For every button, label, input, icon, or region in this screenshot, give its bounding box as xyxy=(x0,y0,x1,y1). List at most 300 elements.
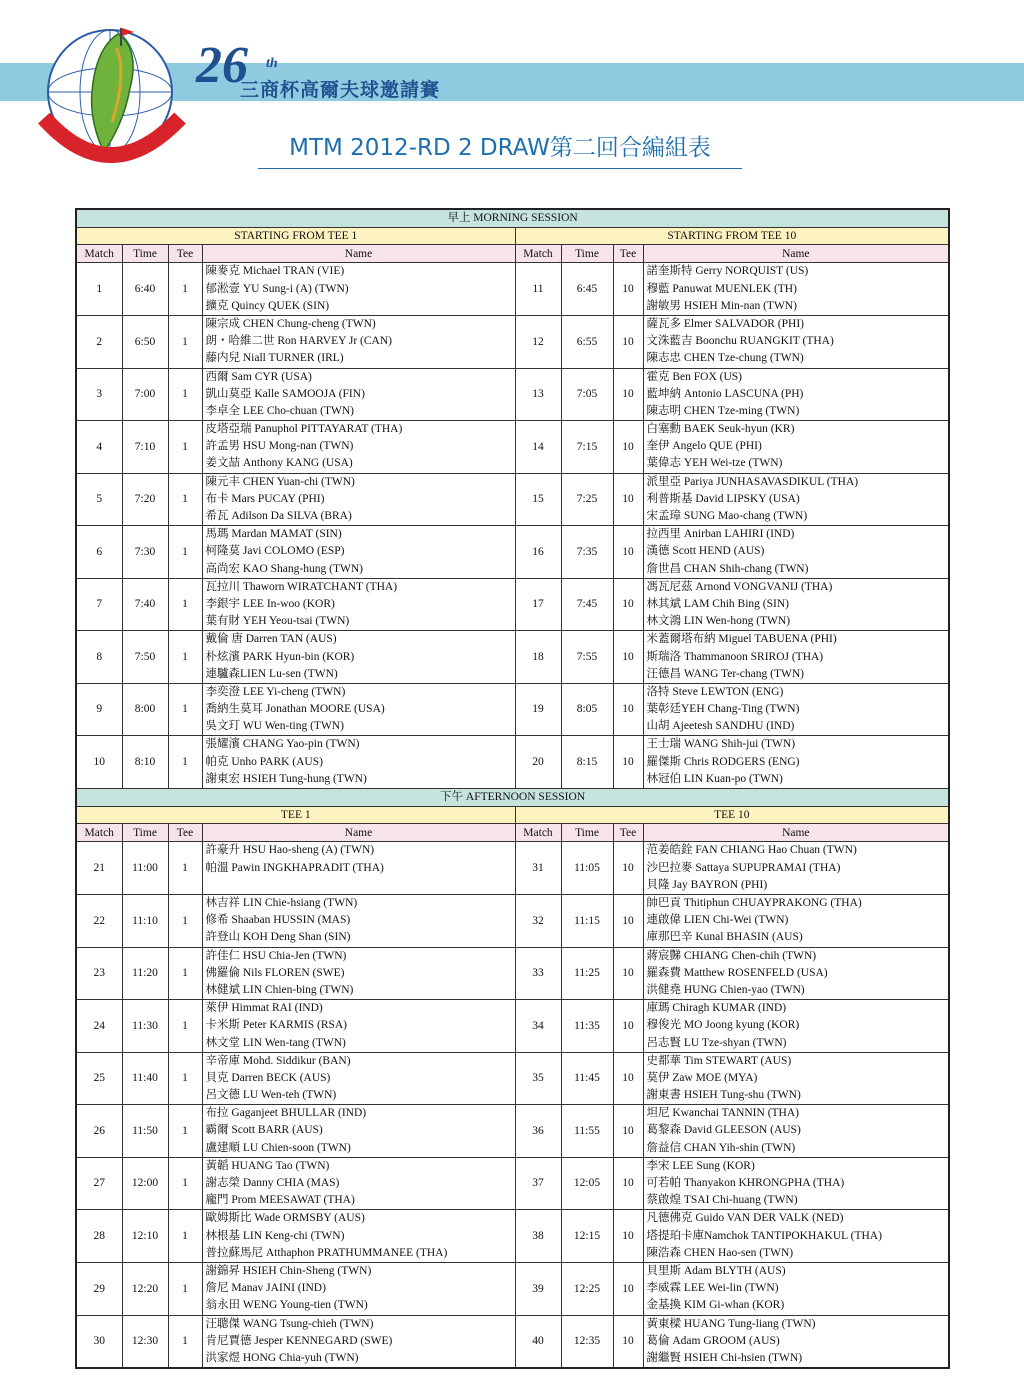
player-name: 藍坤納 Antonio LASCUNA (PH) xyxy=(646,387,804,400)
match-number: 12 xyxy=(515,315,561,368)
player-name: 李威霖 LEE Wei-lin (TWN) xyxy=(646,1282,779,1295)
match-number: 27 xyxy=(76,1157,122,1210)
match-number: 7 xyxy=(76,578,122,631)
player-name: 林吉祥 LIN Chie-hsiang (TWN) xyxy=(205,897,358,909)
tee-time: 12:30 xyxy=(122,1315,168,1368)
player-names xyxy=(643,1315,949,1368)
player-names xyxy=(643,473,949,526)
tee-number: 1 xyxy=(168,368,202,421)
player-names xyxy=(202,315,515,368)
player-names xyxy=(643,578,949,631)
player-name: 布卡 Mars PUCAY (PHI) xyxy=(205,492,325,505)
player-name: 黃東樑 HUANG Tung-liang (TWN) xyxy=(646,1317,816,1330)
column-header: Tee xyxy=(168,245,202,263)
player-name: 謝東書 HSIEH Tung-shu (TWN) xyxy=(646,1089,801,1102)
match-number: 5 xyxy=(76,473,122,526)
tee-number: 10 xyxy=(613,1000,643,1053)
player-names xyxy=(202,526,515,579)
player-names xyxy=(643,368,949,421)
player-name: 盧建順 LU Chien-soon (TWN) xyxy=(205,1141,351,1154)
event-name: 三商杯高爾夫球邀請賽 xyxy=(240,79,441,101)
match-number: 1 xyxy=(76,263,122,316)
match-number: 36 xyxy=(515,1105,561,1158)
player-name: 藤内兒 Niall TURNER (IRL) xyxy=(205,352,344,365)
player-name: 庫那巴辛 Kunal BHASIN (AUS) xyxy=(646,931,803,944)
match-number: 39 xyxy=(515,1262,561,1315)
draw-table xyxy=(75,208,950,1369)
tee-number: 10 xyxy=(613,1262,643,1315)
player-name: 羅傑斯 Chris RODGERS (ENG) xyxy=(646,755,800,768)
player-name: 詹尼 Manav JAINI (IND) xyxy=(205,1282,326,1295)
tee-number: 1 xyxy=(168,1052,202,1105)
match-number: 37 xyxy=(515,1157,561,1210)
match-number: 40 xyxy=(515,1315,561,1368)
match-number: 31 xyxy=(515,842,561,895)
player-names xyxy=(202,421,515,474)
player-name: 文洙藍吉 Boonchu RUANGKIT (THA) xyxy=(646,335,834,348)
player-name: 陳志忠 CHEN Tze-chung (TWN) xyxy=(646,352,804,365)
session-row xyxy=(76,209,949,228)
tee-number: 10 xyxy=(613,736,643,789)
player-names xyxy=(643,842,949,895)
player-name: 馬瑪 Mardan MAMAT (SIN) xyxy=(205,528,342,541)
player-name: 翁永田 WENG Young-tien (TWN) xyxy=(205,1299,368,1312)
player-names xyxy=(202,263,515,316)
match-number: 19 xyxy=(515,683,561,736)
table-row xyxy=(76,1105,949,1158)
table-row xyxy=(76,631,949,684)
tee-time: 8:10 xyxy=(122,736,168,789)
match-number: 10 xyxy=(76,736,122,789)
tee-number: 10 xyxy=(613,1315,643,1368)
player-names xyxy=(202,1315,515,1368)
start-row xyxy=(76,807,949,824)
column-header: Name xyxy=(202,245,515,263)
player-names xyxy=(643,736,949,789)
player-name: 薩瓦多 Elmer SALVADOR (PHI) xyxy=(646,317,804,330)
player-name: 白塞勳 BAEK Seuk-hyun (KR) xyxy=(646,423,795,436)
tee-time: 11:20 xyxy=(122,947,168,1000)
table-row xyxy=(76,421,949,474)
table-row xyxy=(76,895,949,948)
player-name: 林文鴻 LIN Wen-hong (TWN) xyxy=(646,615,791,628)
tee-number: 1 xyxy=(168,736,202,789)
tee-time: 12:25 xyxy=(561,1262,613,1315)
player-name: 貝里斯 Adam BLYTH (AUS) xyxy=(646,1264,786,1277)
player-name: 卡米斯 Peter KARMIS (RSA) xyxy=(205,1019,348,1032)
table-row xyxy=(76,315,949,368)
player-name: 西爾 Sam CYR (USA) xyxy=(205,370,312,383)
start-label-right: TEE 10 xyxy=(515,807,949,824)
table-row xyxy=(76,1052,949,1105)
tee-time: 11:35 xyxy=(561,1000,613,1053)
player-name: 凱山莫亞 Kalle SAMOOJA (FIN) xyxy=(205,387,365,400)
column-header: Tee xyxy=(613,245,643,263)
column-header: Tee xyxy=(168,824,202,842)
table-row xyxy=(76,736,949,789)
match-number: 14 xyxy=(515,421,561,474)
player-name: 謝志榮 Danny CHIA (MAS) xyxy=(205,1177,340,1189)
tee-time: 11:45 xyxy=(561,1052,613,1105)
tee-number: 10 xyxy=(613,368,643,421)
session-label: 下午 AFTERNOON SESSION xyxy=(76,789,949,807)
player-name: 葉有財 YEH Yeou-tsai (TWN) xyxy=(205,615,350,628)
table-row xyxy=(76,368,949,421)
column-header: Match xyxy=(515,245,561,263)
player-name: 羅森費 Matthew ROSENFELD (USA) xyxy=(646,966,828,979)
player-name: 瓦拉川 Thaworn WIRATCHANT (THA) xyxy=(205,580,398,593)
tee-time: 7:40 xyxy=(122,578,168,631)
column-header-row xyxy=(76,245,949,263)
player-name: 史都華 Tim STEWART (AUS) xyxy=(646,1054,792,1067)
tee-number: 1 xyxy=(168,1105,202,1158)
player-name: 利普斯基 David LIPSKY (USA) xyxy=(646,492,800,505)
column-header: Tee xyxy=(613,824,643,842)
player-name: 詹世昌 CHAN Shih-chang (TWN) xyxy=(646,562,809,575)
tee-time: 7:30 xyxy=(122,526,168,579)
column-header: Time xyxy=(561,245,613,263)
player-name: 莫伊 Zaw MOE (MYA) xyxy=(646,1071,758,1084)
player-name: 陳元丰 CHEN Yuan-chi (TWN) xyxy=(205,475,355,488)
tee-number: 1 xyxy=(168,1315,202,1368)
player-name: 布拉 Gaganjeet BHULLAR (IND) xyxy=(205,1107,367,1120)
match-number: 22 xyxy=(76,895,122,948)
player-name: 謝繼賢 HSIEH Chi-hsien (TWN) xyxy=(646,1351,803,1364)
player-name: 林健斌 LIN Chien-bing (TWN) xyxy=(205,983,354,996)
player-name: 陳志明 CHEN Tze-ming (TWN) xyxy=(646,404,800,417)
table-row xyxy=(76,1262,949,1315)
match-number: 23 xyxy=(76,947,122,1000)
player-names xyxy=(643,1105,949,1158)
player-name: 斯瑞洛 Thammanoon SRIROJ (THA) xyxy=(646,650,824,663)
match-number: 33 xyxy=(515,947,561,1000)
tee-number: 1 xyxy=(168,947,202,1000)
tee-time: 12:15 xyxy=(561,1210,613,1263)
table-row xyxy=(76,1315,949,1368)
tee-time: 11:50 xyxy=(122,1105,168,1158)
tee-number: 10 xyxy=(613,1210,643,1263)
tee-number: 1 xyxy=(168,1157,202,1210)
player-name: 修希 Shaaban HUSSIN (MAS) xyxy=(205,914,351,927)
player-names xyxy=(643,631,949,684)
tee-time: 7:10 xyxy=(122,421,168,474)
player-name: 派里亞 Pariya JUNHASAVASDIKUL (THA) xyxy=(646,475,859,488)
player-name: 呂文德 LU Wen-teh (TWN) xyxy=(205,1089,337,1102)
tee-number: 1 xyxy=(168,842,202,895)
player-name: 洪健堯 HUNG Chien-yao (TWN) xyxy=(646,983,805,996)
player-name: 王士瑞 WANG Shih-jui (TWN) xyxy=(646,738,796,751)
player-name: 蔣宸豑 CHIANG Chen-chih (TWN) xyxy=(646,949,817,962)
start-label-left: STARTING FROM TEE 1 xyxy=(76,228,515,245)
player-names xyxy=(643,1262,949,1315)
tee-number: 1 xyxy=(168,1000,202,1053)
player-names xyxy=(643,683,949,736)
player-name: 普拉蘇馬尼 Atthaphon PRATHUMMANEE (THA) xyxy=(205,1246,448,1259)
player-name: 許孟男 HSU Mong-nan (TWN) xyxy=(205,440,354,453)
player-name: 李奕澄 LEE Yi-cheng (TWN) xyxy=(205,685,346,698)
tee-time: 12:35 xyxy=(561,1315,613,1368)
tee-number: 1 xyxy=(168,315,202,368)
tee-number: 10 xyxy=(613,1052,643,1105)
tee-time: 11:25 xyxy=(561,947,613,1000)
match-number: 38 xyxy=(515,1210,561,1263)
tee-number: 1 xyxy=(168,578,202,631)
table-row xyxy=(76,1210,949,1263)
player-name: 帥巴貢 Thitiphun CHUAYPRAKONG (THA) xyxy=(646,897,862,909)
column-header: Time xyxy=(122,245,168,263)
match-number: 21 xyxy=(76,842,122,895)
player-names xyxy=(643,1000,949,1053)
tee-number: 10 xyxy=(613,947,643,1000)
player-name: 郁淞壹 YU Sung-i (A) (TWN) xyxy=(205,282,349,295)
title-underline xyxy=(258,168,742,169)
table-row xyxy=(76,263,949,316)
table-row xyxy=(76,842,949,895)
player-name: 謝錦昇 HSIEH Chin-Sheng (TWN) xyxy=(205,1264,372,1277)
match-number: 17 xyxy=(515,578,561,631)
player-name: 皮塔亞瑞 Panuphol PITTAYARAT (THA) xyxy=(205,423,403,436)
player-name: 喬納生莫耳 Jonathan MOORE (USA) xyxy=(205,703,385,716)
player-names xyxy=(643,315,949,368)
player-name: 佛羅倫 Nils FLOREN (SWE) xyxy=(205,966,345,979)
player-name: 李銀宇 LEE In-woo (KOR) xyxy=(205,597,335,610)
column-header: Match xyxy=(76,824,122,842)
tee-time: 6:40 xyxy=(122,263,168,316)
player-name: 霸爾 Scott BARR (AUS) xyxy=(205,1124,323,1137)
player-name: 汪聰傑 WANG Tsung-chieh (TWN) xyxy=(205,1317,374,1330)
start-row xyxy=(76,228,949,245)
table-row xyxy=(76,947,949,1000)
player-name: 擴克 Quincy QUEK (SIN) xyxy=(205,299,330,312)
tee-number: 10 xyxy=(613,842,643,895)
tee-number: 1 xyxy=(168,683,202,736)
column-header: Name xyxy=(202,824,515,842)
player-names xyxy=(202,473,515,526)
tee-number: 10 xyxy=(613,473,643,526)
player-name: 拉西里 Anirban LAHIRI (IND) xyxy=(646,528,795,541)
player-name: 戴倫 唐 Darren TAN (AUS) xyxy=(205,633,337,646)
tee-number: 10 xyxy=(613,315,643,368)
tee-time: 6:55 xyxy=(561,315,613,368)
player-name: 奎伊 Angelo QUE (PHI) xyxy=(646,440,762,453)
player-name: 萊伊 Himmat RAI (IND) xyxy=(205,1002,323,1015)
tee-time: 11:10 xyxy=(122,895,168,948)
player-names xyxy=(643,1157,949,1210)
player-names xyxy=(643,263,949,316)
player-names xyxy=(202,631,515,684)
player-name: 金基換 KIM Gi-whan (KOR) xyxy=(646,1299,785,1312)
tee-number: 10 xyxy=(613,1105,643,1158)
player-name: 許佳仁 HSU Chia-Jen (TWN) xyxy=(205,949,347,962)
tee-time: 8:05 xyxy=(561,683,613,736)
player-name: 可若帕 Thanyakon KHRONGPHA (THA) xyxy=(646,1177,845,1189)
player-names xyxy=(643,895,949,948)
player-name: 黃韜 HUANG Tao (TWN) xyxy=(205,1159,330,1172)
player-names xyxy=(202,578,515,631)
player-name: 陳宗成 CHEN Chung-cheng (TWN) xyxy=(205,317,376,330)
column-header: Time xyxy=(561,824,613,842)
player-names xyxy=(643,421,949,474)
player-names xyxy=(643,1210,949,1263)
player-names xyxy=(202,1210,515,1263)
tee-time: 11:30 xyxy=(122,1000,168,1053)
player-name: 歐姆斯比 Wade ORMSBY (AUS) xyxy=(205,1212,365,1225)
tee-time: 8:15 xyxy=(561,736,613,789)
player-name: 林其斌 LAM Chih Bing (SIN) xyxy=(646,597,789,610)
tee-time: 7:00 xyxy=(122,368,168,421)
mercuries-masters-logo xyxy=(30,22,190,182)
match-number: 2 xyxy=(76,315,122,368)
tee-number: 1 xyxy=(168,473,202,526)
player-name: 陳麥克 Michael TRAN (VIE) xyxy=(205,265,345,278)
tee-number: 10 xyxy=(613,578,643,631)
tee-time: 11:15 xyxy=(561,895,613,948)
player-name: 貝隆 Jay BAYRON (PHI) xyxy=(646,878,768,891)
table-row xyxy=(76,473,949,526)
player-names xyxy=(202,1000,515,1053)
player-name: 林冠伯 LIN Kuan-po (TWN) xyxy=(646,772,783,785)
tee-number: 1 xyxy=(168,263,202,316)
match-number: 4 xyxy=(76,421,122,474)
session-row xyxy=(76,789,949,807)
tee-number: 1 xyxy=(168,895,202,948)
logo-emblem xyxy=(30,22,190,182)
tee-time: 7:50 xyxy=(122,631,168,684)
tee-number: 1 xyxy=(168,526,202,579)
tee-number: 1 xyxy=(168,1262,202,1315)
table-row xyxy=(76,526,949,579)
tee-time: 6:50 xyxy=(122,315,168,368)
player-name: 謝東宏 HSIEH Tung-hung (TWN) xyxy=(205,772,367,785)
match-number: 20 xyxy=(515,736,561,789)
player-names xyxy=(202,1157,515,1210)
tee-time: 7:05 xyxy=(561,368,613,421)
match-number: 25 xyxy=(76,1052,122,1105)
player-name: 呂志賢 LU Tze-shyan (TWN) xyxy=(646,1036,787,1049)
edition-suffix: th xyxy=(266,56,278,71)
column-header-row xyxy=(76,824,949,842)
tee-time: 7:55 xyxy=(561,631,613,684)
tee-number: 1 xyxy=(168,421,202,474)
match-number: 34 xyxy=(515,1000,561,1053)
tee-number: 10 xyxy=(613,683,643,736)
player-name: 朗・哈維二世 Ron HARVEY Jr (CAN) xyxy=(205,335,392,348)
match-number: 11 xyxy=(515,263,561,316)
player-name: 許豪升 HSU Hao-sheng (A) (TWN) xyxy=(205,844,375,857)
table-row xyxy=(76,1000,949,1053)
match-number: 15 xyxy=(515,473,561,526)
player-name: 辛帝庫 Mohd. Siddikur (BAN) xyxy=(205,1054,351,1067)
player-name: 林文堂 LIN Wen-tang (TWN) xyxy=(205,1036,346,1049)
start-label-left: TEE 1 xyxy=(76,807,515,824)
player-name: 李宋 LEE Sung (KOR) xyxy=(646,1159,755,1172)
player-name: 葛倫 Adam GROOM (AUS) xyxy=(646,1334,780,1347)
tee-time: 11:55 xyxy=(561,1105,613,1158)
match-number: 16 xyxy=(515,526,561,579)
player-name: 高尚宏 KAO Shang-hung (TWN) xyxy=(205,562,363,575)
table-row xyxy=(76,578,949,631)
player-name: 連驢森LIEN Lu-sen (TWN) xyxy=(205,667,338,680)
player-name: 連啟偉 LIEN Chi-Wei (TWN) xyxy=(646,914,789,927)
tee-time: 12:00 xyxy=(122,1157,168,1210)
player-name: 洪家煜 HONG Chia-yuh (TWN) xyxy=(205,1351,359,1364)
player-name xyxy=(206,877,515,894)
match-number: 28 xyxy=(76,1210,122,1263)
column-header: Name xyxy=(643,245,949,263)
column-header: Match xyxy=(515,824,561,842)
tee-time: 8:00 xyxy=(122,683,168,736)
player-names xyxy=(202,736,515,789)
player-name: 葉彰廷YEH Chang-Ting (TWN) xyxy=(646,703,800,716)
column-header: Time xyxy=(122,824,168,842)
tee-number: 10 xyxy=(613,895,643,948)
player-name: 漢德 Scott HEND (AUS) xyxy=(646,545,765,558)
tee-time: 11:40 xyxy=(122,1052,168,1105)
tee-time: 12:10 xyxy=(122,1210,168,1263)
player-name: 帕溫 Pawin INGKHAPRADIT (THA) xyxy=(205,861,384,874)
tee-number: 10 xyxy=(613,421,643,474)
player-names xyxy=(202,895,515,948)
player-names xyxy=(202,947,515,1000)
player-name: 范姜皓銓 FAN CHIANG Hao Chuan (TWN) xyxy=(646,844,857,857)
tee-number: 10 xyxy=(613,263,643,316)
player-name: 貝克 Darren BECK (AUS) xyxy=(205,1071,331,1084)
column-header: Name xyxy=(643,824,949,842)
tee-time: 7:35 xyxy=(561,526,613,579)
match-number: 6 xyxy=(76,526,122,579)
tee-time: 12:20 xyxy=(122,1262,168,1315)
tee-time: 7:45 xyxy=(561,578,613,631)
player-name: 山胡 Ajeetesh SANDHU (IND) xyxy=(646,720,795,733)
player-name: 陳浩森 CHEN Hao-sen (TWN) xyxy=(646,1246,794,1259)
session-label: 早上 MORNING SESSION xyxy=(76,209,949,228)
match-number: 24 xyxy=(76,1000,122,1053)
player-name: 坦尼 Kwanchai TANNIN (THA) xyxy=(646,1107,799,1120)
player-names xyxy=(202,1052,515,1105)
logo-text: MERCURIES MASTERS xyxy=(42,161,178,175)
match-number: 30 xyxy=(76,1315,122,1368)
tee-time: 11:00 xyxy=(122,842,168,895)
player-name: 龐門 Prom MEESAWAT (THA) xyxy=(205,1194,355,1207)
player-names xyxy=(202,1105,515,1158)
player-names xyxy=(643,947,949,1000)
match-number: 35 xyxy=(515,1052,561,1105)
player-name: 穆俊光 MO Joong kyung (KOR) xyxy=(646,1019,800,1032)
player-name: 肯尼賈德 Jesper KENNEGARD (SWE) xyxy=(205,1334,393,1347)
tee-time: 12:05 xyxy=(561,1157,613,1210)
player-name: 諾奎斯特 Gerry NORQUIST (US) xyxy=(646,265,809,278)
player-names xyxy=(643,1052,949,1105)
player-name: 許登山 KOH Deng Shan (SIN) xyxy=(205,931,351,944)
player-name: 庫瑪 Chiragh KUMAR (IND) xyxy=(646,1002,787,1015)
player-name: 林根基 LIN Keng-chi (TWN) xyxy=(205,1229,345,1242)
player-name: 葉偉志 YEH Wei-tze (TWN) xyxy=(646,457,783,470)
player-name: 葛黎森 David GLEESON (AUS) xyxy=(646,1124,801,1137)
match-number: 29 xyxy=(76,1262,122,1315)
player-name: 希瓦 Adilson Da SILVA (BRA) xyxy=(205,510,352,523)
player-names xyxy=(202,1262,515,1315)
player-name: 帕克 Unho PARK (AUS) xyxy=(205,755,323,768)
player-name: 霍克 Ben FOX (US) xyxy=(646,370,743,383)
player-name: 詹益信 CHAN Yih-shin (TWN) xyxy=(646,1141,796,1154)
tee-time: 7:15 xyxy=(561,421,613,474)
player-name: 汪德昌 WANG Ter-chang (TWN) xyxy=(646,667,804,680)
player-names xyxy=(643,526,949,579)
tee-time: 7:25 xyxy=(561,473,613,526)
edition-number: 26 xyxy=(196,37,248,94)
player-names xyxy=(202,368,515,421)
player-name: 吳文玎 WU Wen-ting (TWN) xyxy=(205,720,344,733)
